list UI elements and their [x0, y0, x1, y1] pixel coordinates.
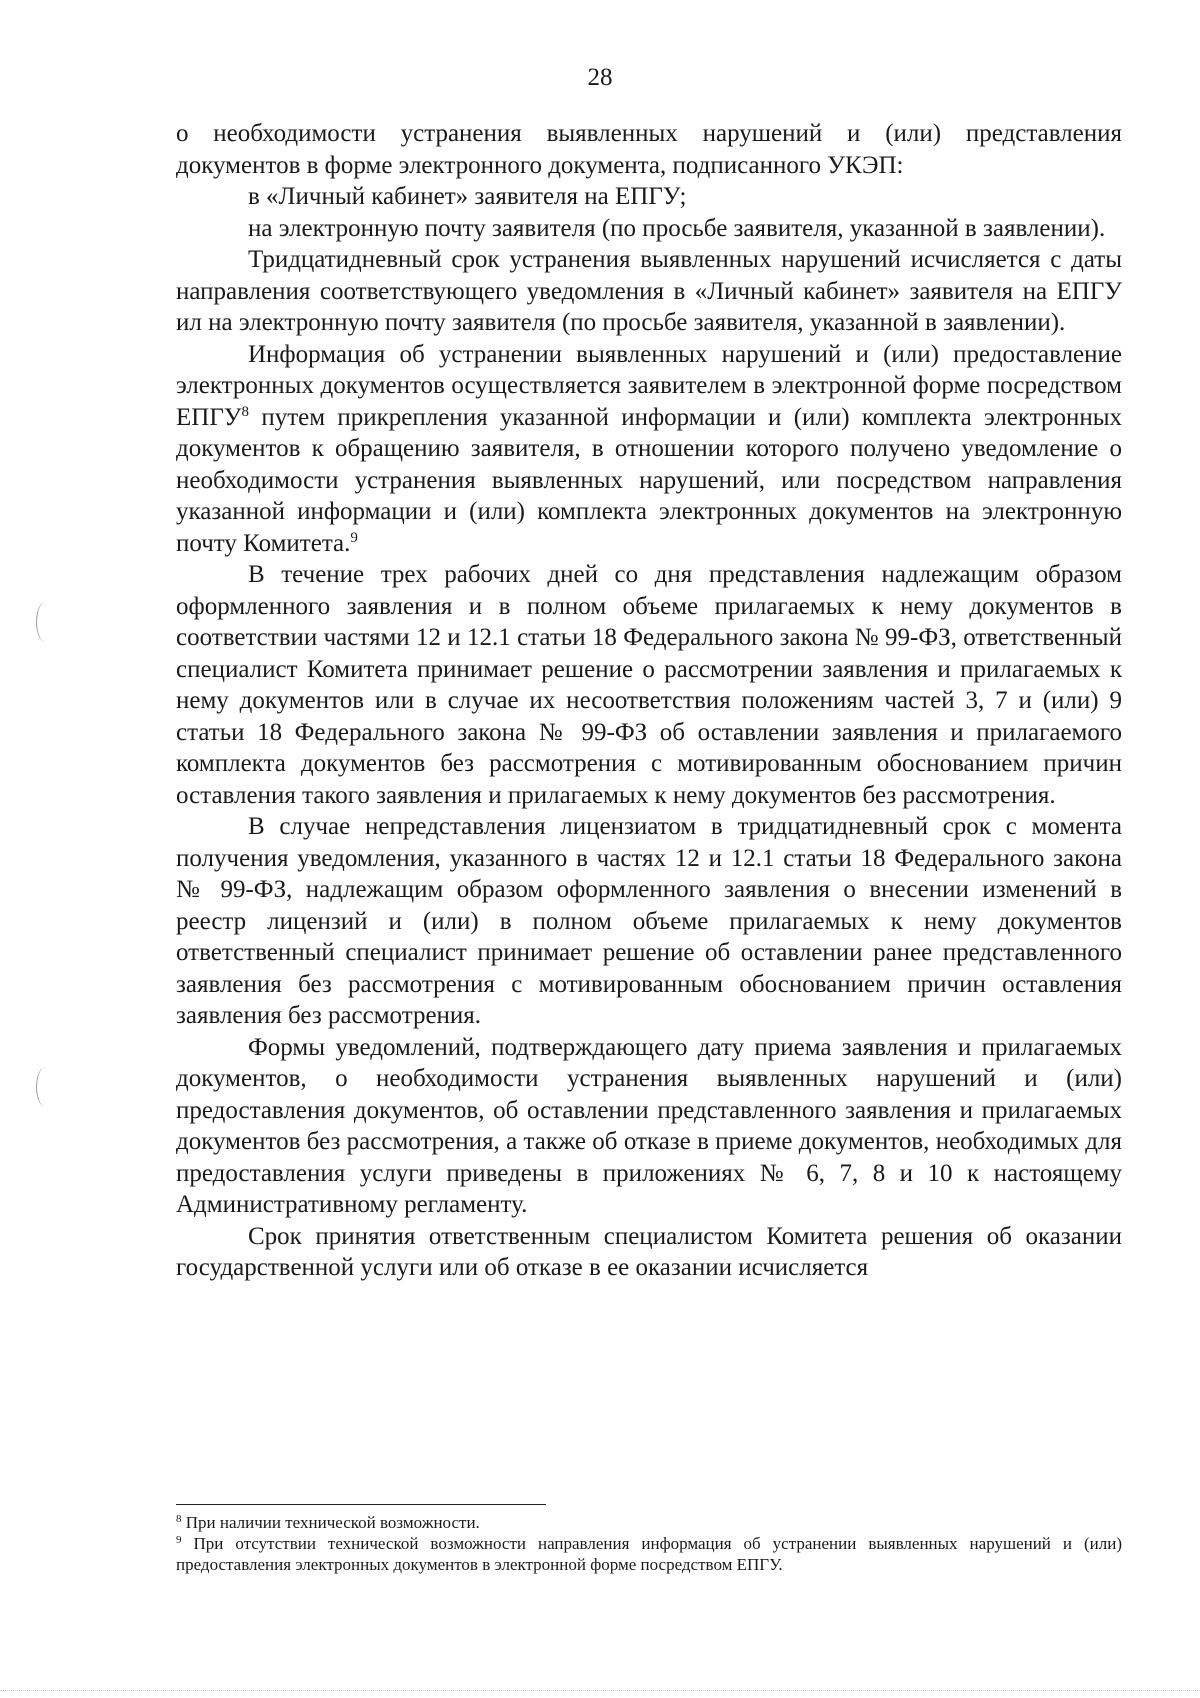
footnote-item	[176, 1512, 1122, 1533]
paragraph: Тридцатидневный срок устранения выявленных нарушений исчисляется с даты направления соответствующего уведомления в «Личный кабинет» заявителя на ЕПГУ ил на электронную почту заявителя (по просьбе заявителя, указанной в заявлении).	[176, 246, 1122, 336]
footnote-text: При отсутствии технической возможности направления информация об устранении выявленных нарушений и (или) предоставления электронных документов в электронной форме посредством ЕПГУ.	[176, 1534, 1122, 1574]
footnote-item	[176, 1533, 1122, 1575]
footnote-text: При наличии технической возможности.	[181, 1513, 480, 1532]
paragraph: В случае непредставления лицензиатом в тридцатидневный срок с момента получения уведомления, указанного в частях 12 и 12.1 статьи 18 Федерального закона № 99-ФЗ, надлежащим образом оформленного заявления о внесении изменений в реестр лицензий и (или) в полном объеме прилагаемых к нему документов ответственный специалист принимает решение об оставлении ранее представленного заявления без рассмотрения с мотивированным обоснованием причин оставления заявления без рассмотрения.	[176, 813, 1122, 1029]
paragraph: Срок принятия ответственным специалистом Комитета решения об оказании государственной услуги или об отказе в ее оказании исчисляется	[176, 1222, 1122, 1281]
footnote-reference[interactable]: 9	[350, 529, 358, 546]
punch-hole-mark	[36, 1067, 55, 1107]
paragraph-text: путем прикрепления указанной информации и (или) комплекта электронных документов к обращению заявителя, в отношении которого получено уведомление о необходимости устранения выявленных нарушений, или посредством направления указанной информации и (или) комплекта электронных документов на электронную почту Комитета.	[176, 403, 1122, 557]
footnote-separator	[176, 1504, 546, 1505]
paragraph: в «Личный кабинет» заявителя на ЕПГУ;	[248, 183, 687, 210]
punch-hole-mark	[36, 602, 55, 642]
footnote-reference[interactable]: 8	[241, 403, 249, 420]
footnote-marker: 9	[176, 1534, 182, 1546]
scan-edge-line	[0, 1690, 1200, 1691]
footnotes	[176, 1512, 1122, 1575]
paragraph-text: Информация об устранении выявленных нарушений и (или) предоставление электронных документов осуществляется заявителем в электронной форме посредством ЕПГУ	[176, 340, 1122, 431]
paragraph-with-footnotes	[176, 339, 1122, 560]
paragraph: на электронную почту заявителя (по просьбе заявителя, указанной в заявлении).	[248, 214, 1106, 242]
document-body	[176, 118, 1122, 1284]
footnote-marker: 8	[176, 1513, 182, 1525]
paragraph: В течение трех рабочих дней со дня представления надлежащим образом оформленного заявления и в полном объеме прилагаемых к нему документов в соответствии частями 12 и 12.1 статьи 18 Федерального закона № 99-ФЗ, ответственный специалист Комитета принимает решение о рассмотрении заявления и прилагаемых к нему документов или в случае их несоответствия положениям частей 3, 7 и (или) 9 статьи 18 Федерального закона № 99-ФЗ об оставлении заявления и прилагаемого комплекта документов без рассмотрения с мотивированным обоснованием причин оставления такого заявления и прилагаемых к нему документов без рассмотрения.	[176, 561, 1122, 809]
page-number: 28	[587, 64, 613, 91]
paragraph: Формы уведомлений, подтверждающего дату приема заявления и прилагаемых документов, о необходимости устранения выявленных нарушений и (или) предоставления документов, об оставлении представленного заявления и прилагаемых документов без рассмотрения, а также об отказе в приеме документов, необходимых для предоставления услуги приведены в приложениях № 6, 7, 8 и 10 к настоящему Административному регламенту.	[176, 1033, 1122, 1218]
paragraph: о необходимости устранения выявленных нарушений и (или) представления документов в форме электронного документа, подписанного УКЭП:	[176, 120, 1122, 179]
